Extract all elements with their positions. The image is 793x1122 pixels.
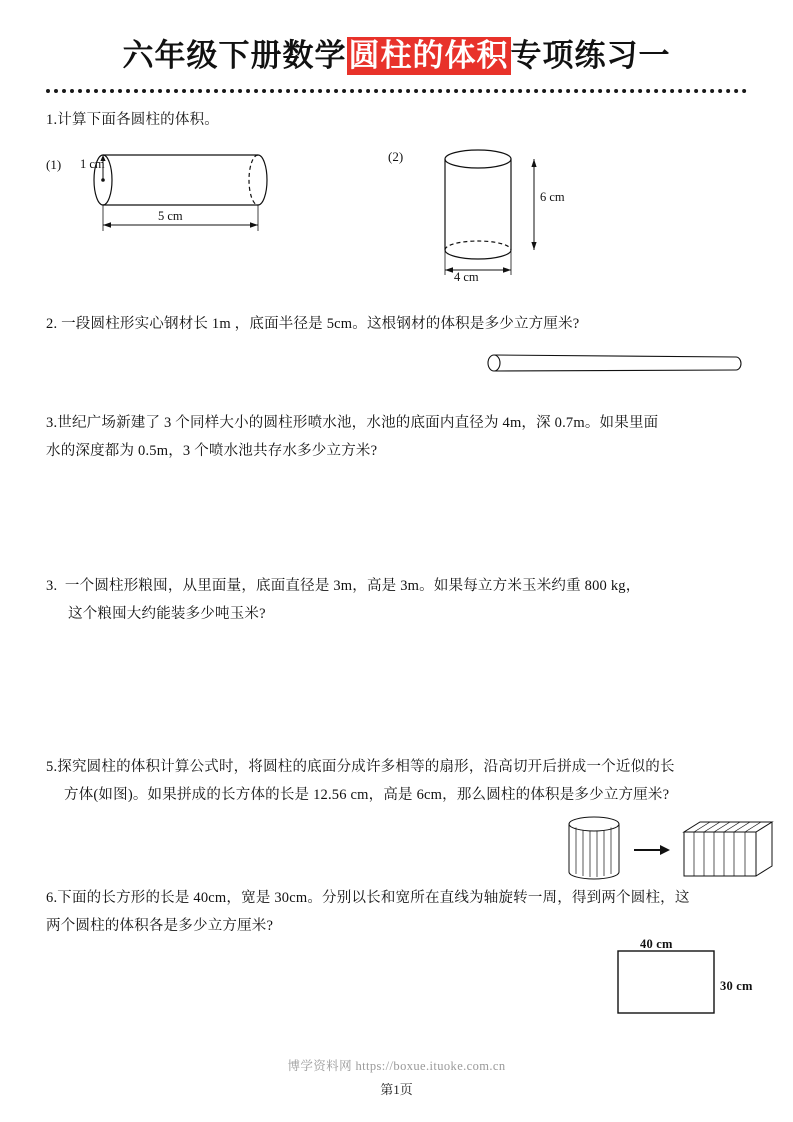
question-2-text: 2. 一段圆柱形实心钢材长 1m ，底面半径是 5cm。这根钢材的体积是多少立方厘米?: [46, 315, 580, 332]
title-before: 六年级下册数学: [122, 38, 347, 74]
figure-cylinder-vertical: [388, 137, 616, 284]
question-1-text: 1.计算下面各圆柱的体积。: [46, 112, 219, 128]
figure-steel-bar: [478, 345, 748, 385]
question-6-line-1: 6.下面的长方形的长是 40cm，宽是 30cm。分别以长和宽所在直线为轴旋转一周，得到两个圆柱，这: [46, 890, 690, 907]
question-4-line-1: 3. 一个圆柱形粮囤，从里面量，底面直径是 3m，高是 3m。如果每立方米玉米约重 800 kg，: [46, 578, 641, 595]
question-6: [46, 885, 753, 994]
figure-cylinder-horizontal: [46, 137, 308, 247]
question-1: [46, 107, 747, 135]
figure-1-label: (1): [46, 156, 62, 172]
figure-rectangle: [606, 933, 766, 1023]
question-6-line-2: 两个圆柱的体积各是多少立方厘米?: [46, 917, 274, 934]
figure-1-length-label: 5 cm: [158, 208, 183, 223]
title-after: 专项练习一: [510, 38, 671, 74]
question-5-line-1: 5.探究圆柱的体积计算公式时，将圆柱的底面分成许多相等的扇形，沿高切开后拼成一个近似的长: [46, 759, 675, 776]
question-2: [46, 311, 747, 339]
figure-2-label: (2): [388, 148, 404, 164]
question-1-figures: [46, 137, 747, 287]
page-number: 第1页: [380, 1082, 413, 1097]
rectangle-width-label: 40 cm: [640, 937, 673, 952]
figure-2-height-label: 6 cm: [540, 189, 565, 204]
question-5: [46, 754, 747, 809]
figure-cylinder-to-prism: [556, 810, 786, 890]
rectangle-height-label: 30 cm: [720, 979, 753, 994]
question-4-line-2: 这个粮囤大约能装多少吨玉米?: [68, 605, 266, 622]
figure-2-diameter-label: 4 cm: [454, 269, 479, 284]
question-4: [46, 573, 747, 628]
dotted-divider: [46, 89, 747, 93]
watermark: 博学资料网 https://boxue.ituoke.com.cn: [287, 1059, 506, 1073]
figure-1-radius-label: 1 cm: [80, 156, 105, 171]
question-5-line-2: 方体(如图)。如果拼成的长方体的长是 12.56 cm，高是 6cm，那么圆柱的体积是多少立方厘米?: [64, 786, 670, 803]
question-3-line-2: 水的深度都为 0.5m，3 个喷水池共存水多少立方米?: [46, 442, 378, 459]
title-highlight: 圆柱的体积: [348, 38, 509, 74]
page-title: [46, 0, 747, 75]
question-3: [46, 410, 747, 465]
question-3-line-1: 3.世纪广场新建了 3 个同样大小的圆柱形喷水池，水池的底面内直径为 4m，深 0.7m。如果里面: [46, 415, 659, 432]
